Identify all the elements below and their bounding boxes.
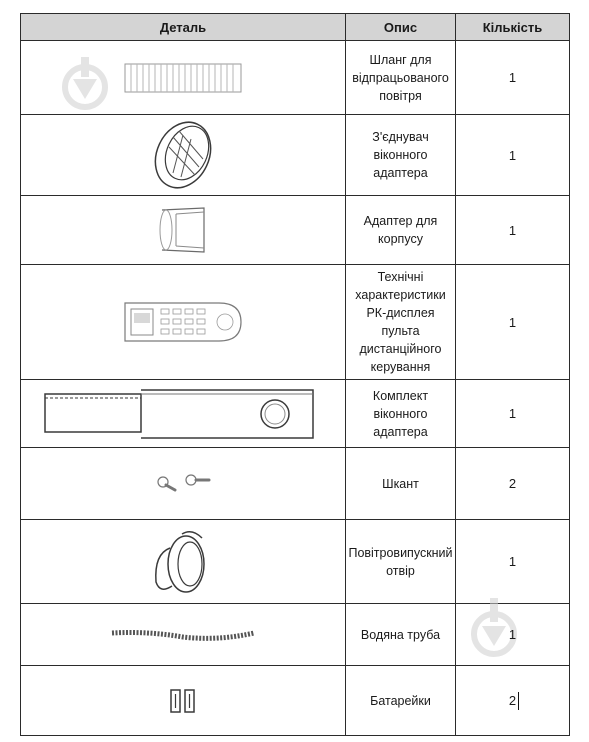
part-quantity: 1	[456, 520, 570, 604]
part-quantity: 1	[456, 115, 570, 196]
part-quantity-value: 2	[508, 693, 517, 708]
part-quantity: 2	[456, 448, 570, 520]
part-description: Комплект віконного адаптера	[346, 380, 456, 448]
table-row	[21, 666, 570, 736]
part-image-cell	[21, 41, 346, 115]
table-row	[21, 604, 570, 666]
table-header-row	[21, 14, 570, 41]
part-image-cell	[21, 666, 346, 736]
part-image-cell	[21, 380, 346, 448]
remote-control-icon	[123, 297, 243, 347]
table-row	[21, 265, 570, 380]
batteries-icon	[168, 686, 198, 716]
part-description: Батарейки	[346, 666, 456, 736]
water-pipe-icon	[108, 625, 258, 645]
housing-adapter-icon	[148, 200, 218, 260]
table-row	[21, 380, 570, 448]
part-description: Адаптер для корпусу	[346, 196, 456, 265]
part-image-cell	[21, 196, 346, 265]
header-quantity: Кількість	[456, 14, 570, 41]
part-image-cell	[21, 604, 346, 666]
part-image-cell	[21, 520, 346, 604]
table-row	[21, 520, 570, 604]
exhaust-hose-icon	[123, 58, 243, 98]
header-description: Опис	[346, 14, 456, 41]
watermark-icon	[61, 55, 109, 115]
part-description: Технічні характеристики РК-дисплея пульта дистанційного керування	[346, 265, 456, 380]
text-cursor	[518, 692, 519, 710]
part-description: Повітровипускний отвір	[346, 520, 456, 604]
part-description: Шкант	[346, 448, 456, 520]
part-quantity: 1	[456, 196, 570, 265]
header-part: Деталь	[21, 14, 346, 41]
parts-table	[20, 13, 570, 736]
part-quantity	[456, 666, 570, 736]
part-quantity	[456, 604, 570, 666]
table-row	[21, 196, 570, 265]
window-adapter-connector-icon	[143, 117, 223, 193]
part-quantity: 1	[456, 41, 570, 115]
part-description: Шланг для відпрацьованого повітря	[346, 41, 456, 115]
part-image-cell	[21, 448, 346, 520]
part-quantity: 1	[456, 380, 570, 448]
table-row	[21, 448, 570, 520]
part-description: З'єднувач віконного адаптера	[346, 115, 456, 196]
part-quantity: 1	[456, 265, 570, 380]
air-outlet-icon	[148, 524, 218, 600]
part-quantity-value: 1	[508, 627, 517, 642]
part-description: Водяна труба	[346, 604, 456, 666]
table-row	[21, 41, 570, 115]
part-image-cell	[21, 115, 346, 196]
table-row	[21, 115, 570, 196]
window-kit-icon	[43, 386, 323, 442]
part-image-cell	[21, 265, 346, 380]
dowel-icon	[153, 472, 213, 496]
